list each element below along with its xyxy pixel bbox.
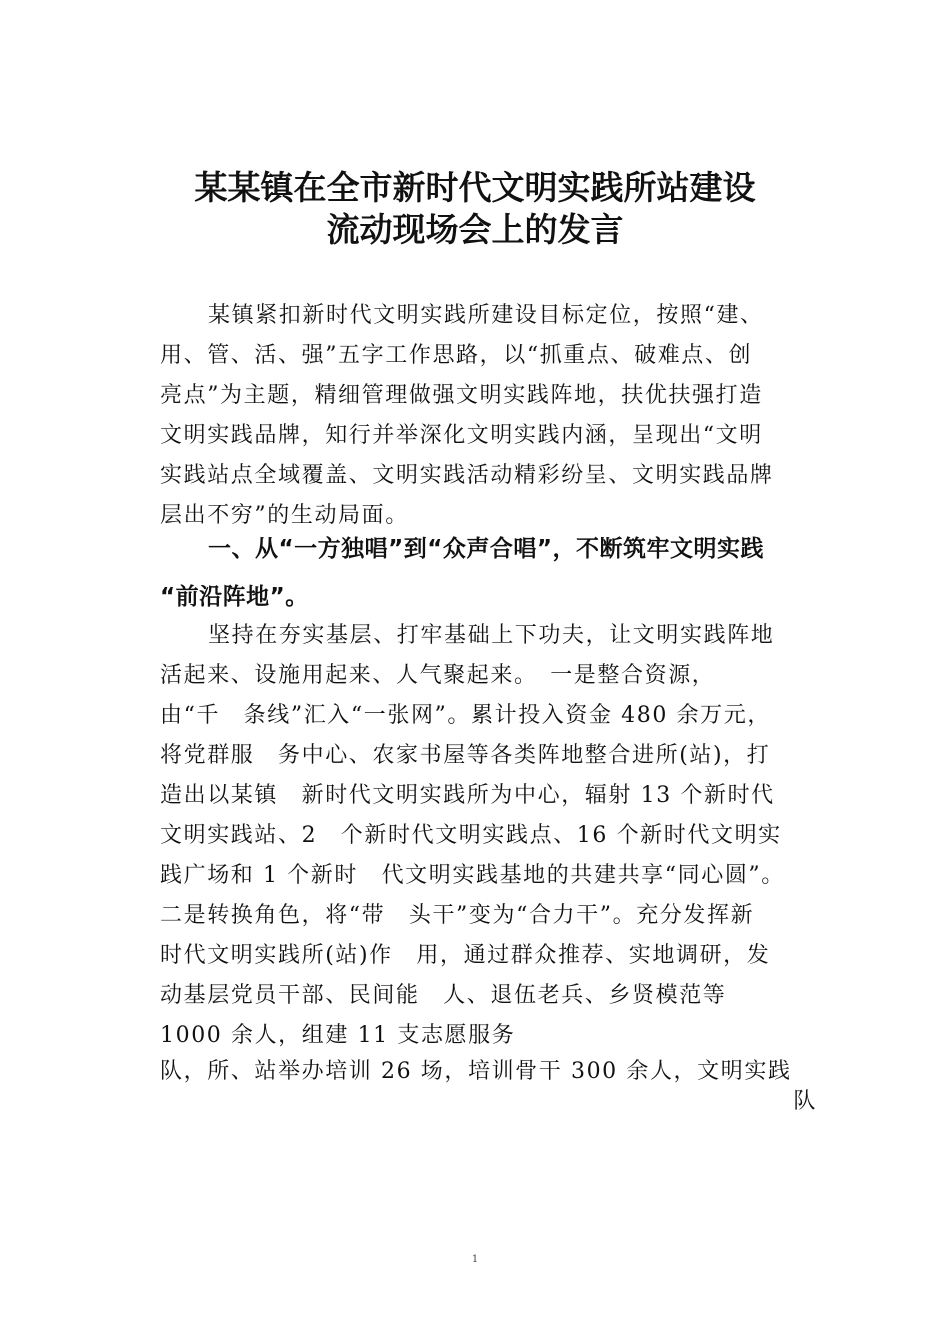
document-title-line-2: 流动现场会上的发言	[326, 210, 624, 249]
page-number: 1	[471, 1254, 479, 1265]
paragraph-line: 动基层党员干部、民间能 人、退伍老兵、乡贤模范等	[160, 983, 727, 1008]
paragraph-line: 造出以某镇 新时代文明实践所为中心，辐射 13 个新时代	[160, 783, 775, 808]
paragraph-line: 时代文明实践所(站)作 用，通过群众推荐、实地调研，发	[160, 943, 771, 968]
paragraph-line: 由“千 条线”汇入“一张网”。累计投入资金 480 余万元，	[160, 703, 771, 728]
paragraph-line: 1000 余人，组建 11 支志愿服务	[160, 1023, 516, 1048]
paragraph-line: 队，所、站举办培训 26 场，培训骨干 300 余人，文明实践	[160, 1059, 792, 1084]
document-title-line-1: 某某镇在全市新时代文明实践所站建设	[194, 168, 756, 207]
paragraph-line: 层出不穷”的生动局面。	[160, 503, 409, 528]
paragraph-line: 坚持在夯实基层、打牢基础上下功夫，让文明实践阵地	[208, 623, 775, 648]
paragraph-line: 用、管、活、强”五字工作思路，以“抓重点、破难点、创	[160, 343, 753, 368]
paragraph-line: 践广场和 1 个新时 代文明实践基地的共建共享“同心圆”。	[160, 863, 785, 888]
section-heading-line: 一、从“一方独唱”到“众声合唱”，不断筑牢文明实践	[208, 536, 764, 562]
paragraph-line: 亮点”为主题，精细管理做强文明实践阵地，扶优扶强打造	[160, 383, 763, 408]
paragraph-section-1	[160, 616, 825, 1122]
paragraph-intro	[160, 296, 825, 536]
section-heading-line: “前沿阵地”。	[160, 584, 309, 610]
paragraph-line: 实践站点全域覆盖、文明实践活动精彩纷呈、文明实践品牌	[160, 463, 774, 488]
paragraph-line: 文明实践站、2 个新时代文明实践点、16 个新时代文明实	[160, 823, 782, 848]
paragraph-line: 活起来、设施用起来、人气聚起来。 一是整合资源，	[160, 663, 716, 688]
section-heading-1	[160, 525, 840, 621]
paragraph-line: 文明实践品牌，知行并举深化文明实践内涵，呈现出“文明	[160, 423, 763, 448]
paragraph-line: 将党群服 务中心、农家书屋等各类阵地整合进所(站)，打	[160, 743, 771, 768]
paragraph-line-orphan: 队	[793, 1089, 817, 1114]
paragraph-line: 某镇紧扣新时代文明实践所建设目标定位，按照“建、	[208, 303, 764, 328]
paragraph-line: 二是转换角色，将“带 头干”变为“合力干”。充分发挥新	[160, 903, 755, 928]
